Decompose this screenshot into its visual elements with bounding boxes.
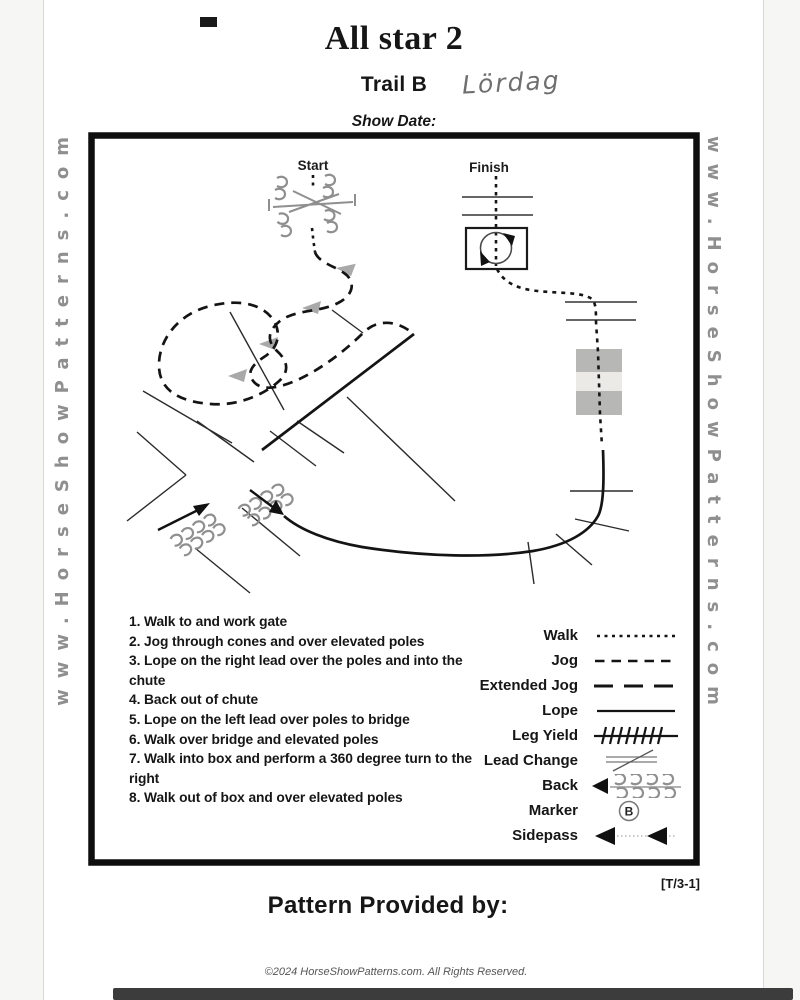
legend-row-lope: [448, 698, 686, 723]
watermark-right: www.HorseShowPatterns.com: [703, 136, 724, 716]
pattern-code: [T/3-1]: [661, 876, 700, 891]
instruction-list: [129, 612, 493, 808]
finish-poles: [462, 197, 533, 215]
legend-label: Marker: [528, 802, 578, 819]
leg-yield-symbol: [591, 724, 686, 748]
instruction-item: 4. Back out of chute: [129, 692, 259, 708]
handwritten-note: Lördag: [461, 65, 562, 100]
page-subtitle: Trail B: [360, 73, 428, 96]
watermark-left: www.HorseShowPatterns.com: [52, 126, 73, 706]
legend-label: Extended Jog: [479, 677, 578, 694]
legend-row-lead-change: [448, 748, 686, 773]
legend-label: Jog: [551, 652, 578, 669]
marker-letter: B: [624, 804, 634, 818]
instruction-item: 2. Jog through cones and over elevated poles: [129, 633, 425, 649]
back-symbol: [591, 774, 686, 798]
walk-line-symbol: [591, 624, 686, 648]
legend-row-jog: [448, 648, 686, 673]
legend-label: Leg Yield: [512, 727, 578, 744]
legend-label: Lead Change: [483, 752, 578, 769]
back-obstacle: [158, 481, 295, 558]
lead-change-symbol: [591, 749, 686, 773]
instruction-item: 5. Lope on the left lead over poles to bridge: [129, 711, 410, 727]
walk-path-start: [312, 175, 315, 252]
instruction-item: 6. Walk over bridge and elevated poles: [129, 731, 379, 747]
bridge-poles: [565, 302, 637, 320]
legend-row-extended-jog: [448, 673, 686, 698]
legend-label: Walk: [543, 627, 578, 644]
legend: [448, 623, 686, 848]
instruction-item: 1. Walk to and work gate: [129, 614, 288, 629]
legend-label: Sidepass: [512, 827, 578, 844]
legend-row-marker: [448, 798, 686, 823]
extended-jog-line-symbol: [591, 674, 686, 698]
marker-symbol: [591, 799, 686, 823]
legend-row-sidepass: [448, 823, 686, 848]
jog-path: [159, 252, 414, 404]
cones: [228, 261, 356, 382]
sidepass-symbol: [591, 824, 686, 848]
start-label: Start: [297, 158, 329, 173]
instruction-item: 3. Lope on the right lead over the poles and into the chute: [129, 653, 463, 688]
legend-row-walk: [448, 623, 686, 648]
finish-label: Finish: [469, 160, 509, 175]
show-date-label: Show Date:: [351, 113, 437, 130]
legend-label: Lope: [542, 702, 578, 719]
lope-poles: [528, 491, 633, 584]
legend-row-back: [448, 773, 686, 798]
instruction-item: 8. Walk out of box and over elevated poles: [129, 790, 403, 806]
instruction-item: 7. Walk into box and perform a 360 degree turn to the right: [129, 751, 473, 786]
page-title: All star 2: [324, 20, 464, 57]
pattern-provided-label: Pattern Provided by:: [267, 892, 509, 919]
lope-path: [262, 334, 603, 556]
legend-label: Back: [542, 777, 578, 794]
copyright-text: ©2024 HorseShowPatterns.com. All Rights Reserved.: [264, 966, 528, 978]
legend-row-leg-yield: [448, 723, 686, 748]
jog-line-symbol: [591, 649, 686, 673]
lope-line-symbol: [591, 699, 686, 723]
scan-artifact-bar: [113, 988, 793, 1000]
